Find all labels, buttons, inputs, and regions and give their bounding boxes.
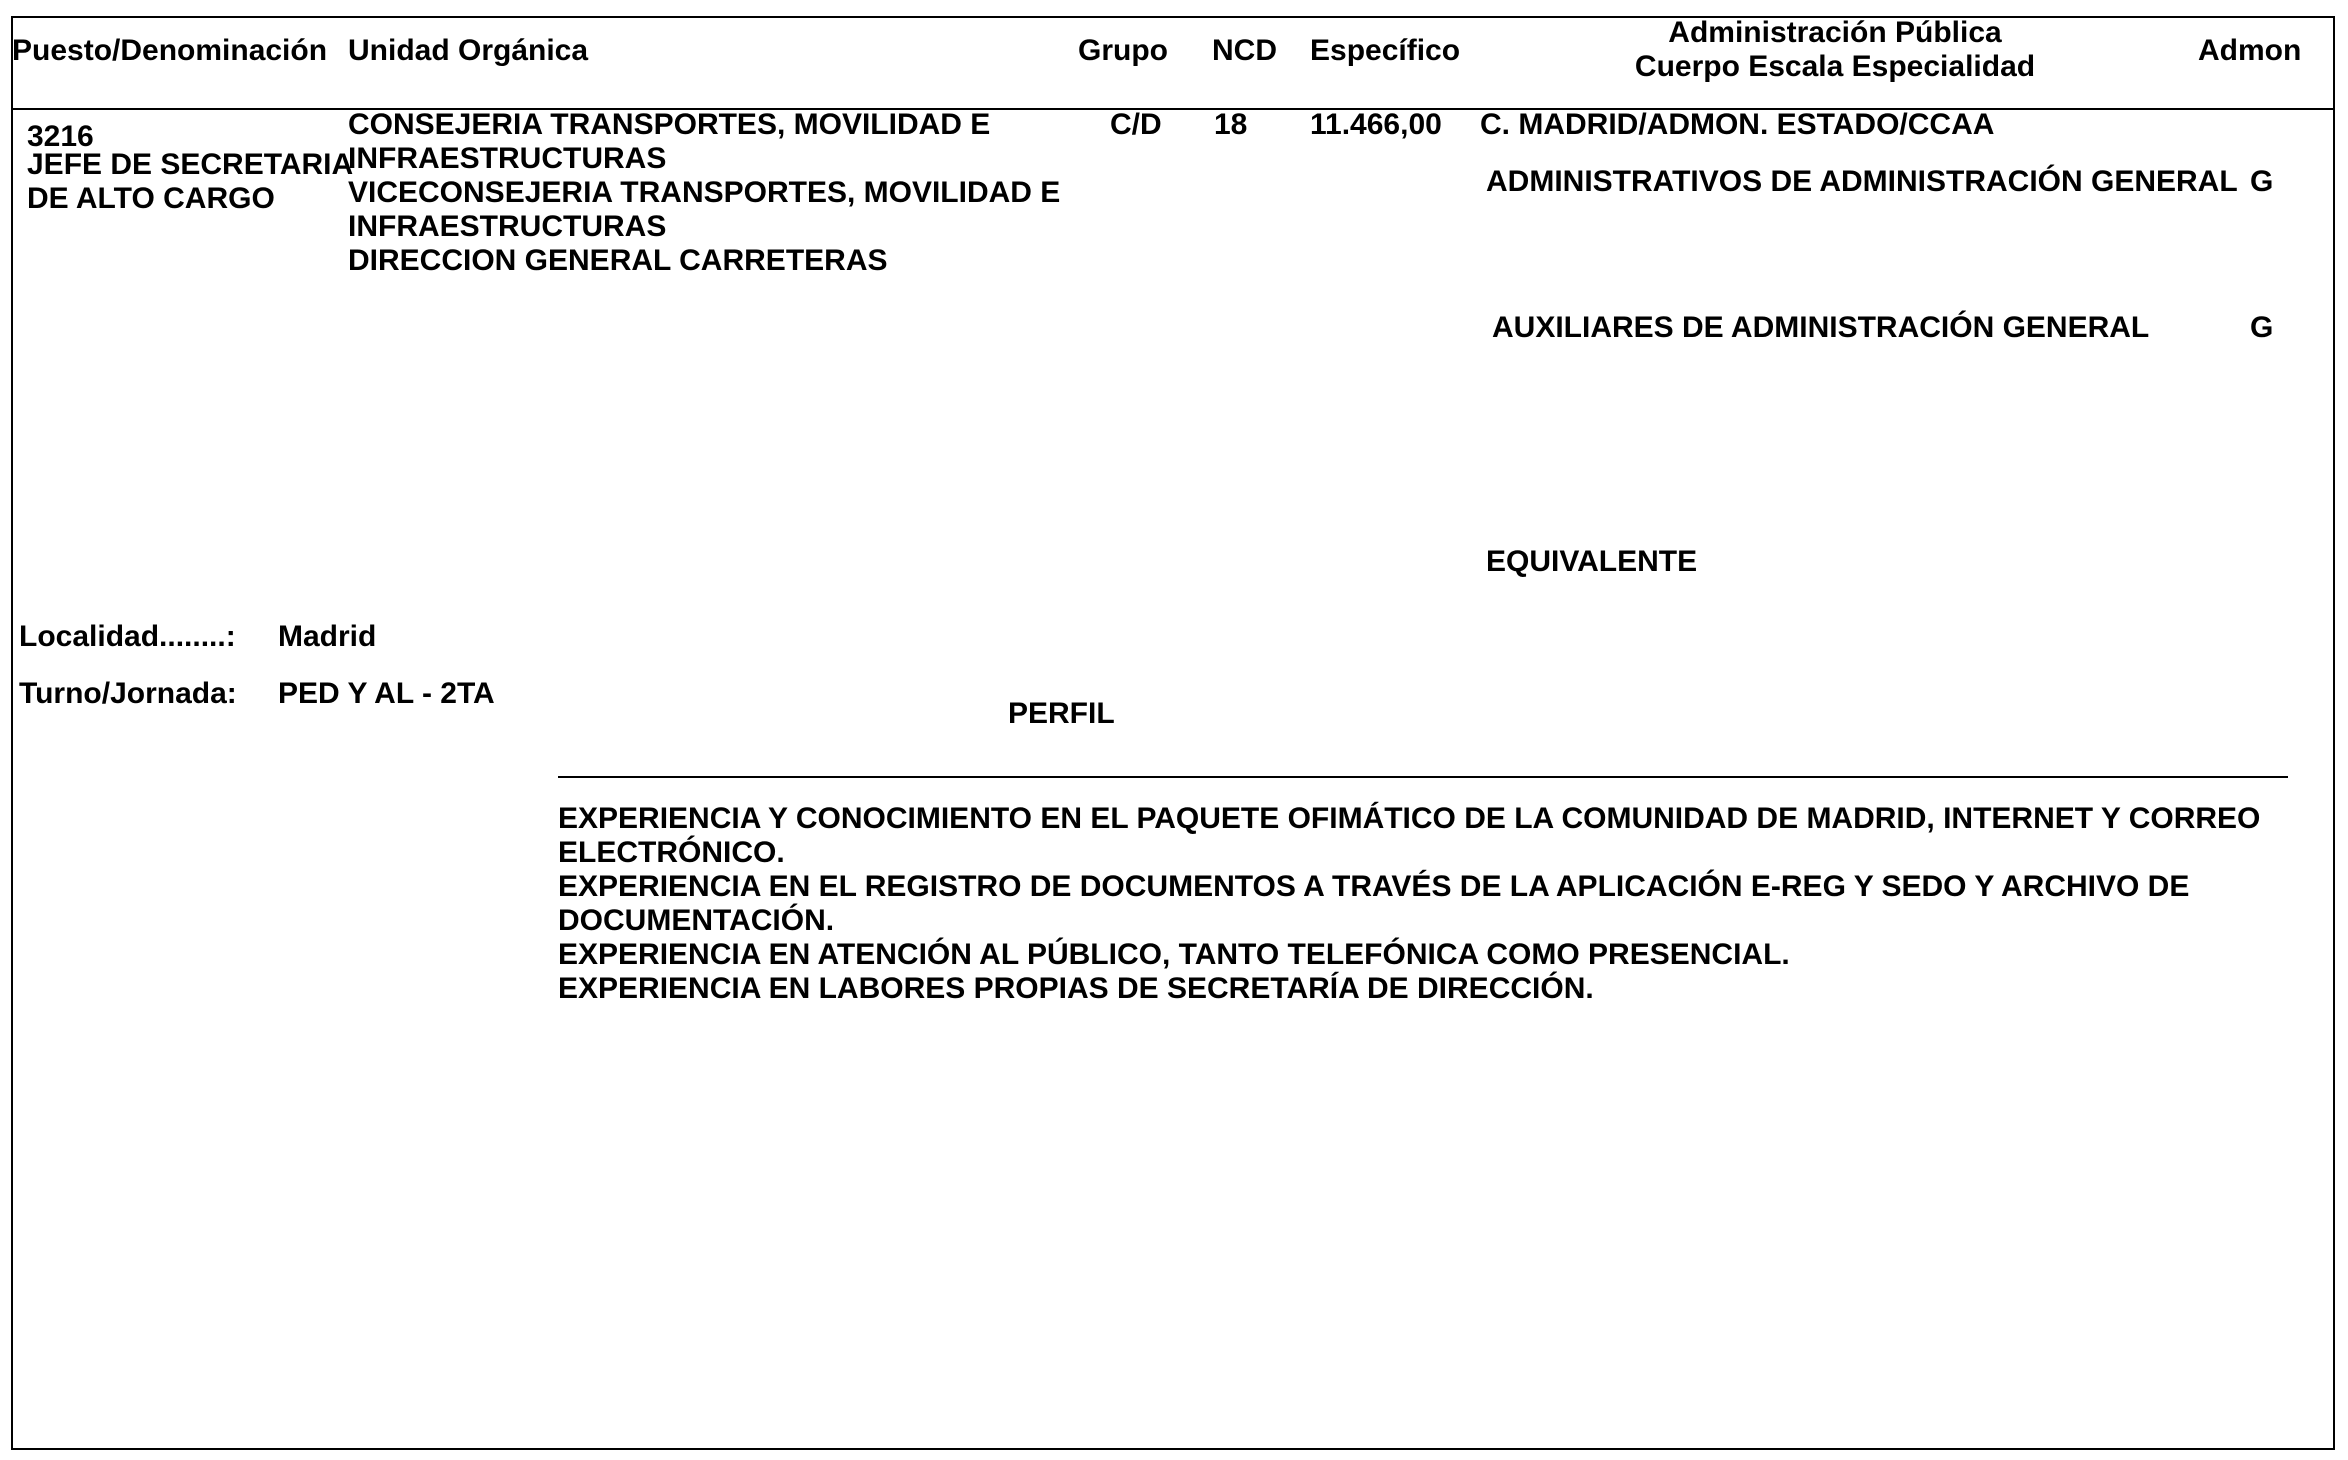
puesto-code: 3216	[27, 120, 94, 153]
localidad-value: Madrid	[278, 620, 377, 653]
grupo-value: C/D	[1110, 108, 1162, 141]
equivalente-label: EQUIVALENTE	[1486, 545, 1698, 578]
cuerpo-name: ADMINISTRATIVOS DE ADMINISTRACIÓN GENERAL	[1486, 165, 2238, 198]
header-admon: Admon	[2198, 34, 2302, 67]
header-admin-title: Administración Pública	[1668, 16, 2002, 49]
header-puesto: Puesto/Denominación	[12, 34, 328, 67]
cuerpo-name: AUXILIARES DE ADMINISTRACIÓN GENERAL	[1492, 311, 2150, 344]
cuerpo-admon: G	[2250, 311, 2274, 344]
puesto-denominacion: JEFE DE SECRETARIA DE ALTO CARGO	[27, 148, 354, 215]
turno-label: Turno/Jornada:	[19, 677, 237, 710]
header-unidad: Unidad Orgánica	[348, 34, 589, 67]
header-especifico: Específico	[1310, 34, 1461, 67]
perfil-heading: PERFIL	[1008, 697, 1115, 730]
header-grupo: Grupo	[1078, 34, 1168, 67]
perfil-divider	[558, 776, 2288, 778]
header-ncd: NCD	[1212, 34, 1277, 67]
unidad-organica: CONSEJERIA TRANSPORTES, MOVILIDAD E INFRAESTRUCTURAS VICECONSEJERIA TRANSPORTES, MOVILIDAD E INFRAESTRUCTURAS DIRECCION GENERAL CARRETERAS	[348, 108, 1061, 277]
perfil-text: EXPERIENCIA Y CONOCIMIENTO EN EL PAQUETE OFIMÁTICO DE LA COMUNIDAD DE MADRID, INTERNET Y CORREO ELECTRÓNICO. EXPERIENCIA EN EL REGISTRO DE DOCUMENTOS A TRAVÉS DE LA APLICACIÓN E-REG Y SEDO Y ARCHIVO DE DOCUMENTACIÓN. EXPERIENCIA EN ATENCIÓN AL PÚBLICO, TANTO TELEFÓNICA COMO PRESENCIAL. EXPERIENCIA EN LABORES PROPIAS DE SECRETARÍA DE DIRECCIÓN.	[558, 802, 2261, 1005]
header-admin-subtitle: Cuerpo Escala Especialidad	[1634, 50, 2036, 83]
especifico-value: 11.466,00	[1310, 108, 1442, 141]
administracion-value: C. MADRID/ADMON. ESTADO/CCAA	[1480, 108, 1995, 141]
localidad-label: Localidad........:	[19, 620, 236, 653]
turno-value: PED Y AL - 2TA	[278, 677, 495, 710]
ncd-value: 18	[1214, 108, 1248, 141]
cuerpo-admon: G	[2250, 165, 2274, 198]
